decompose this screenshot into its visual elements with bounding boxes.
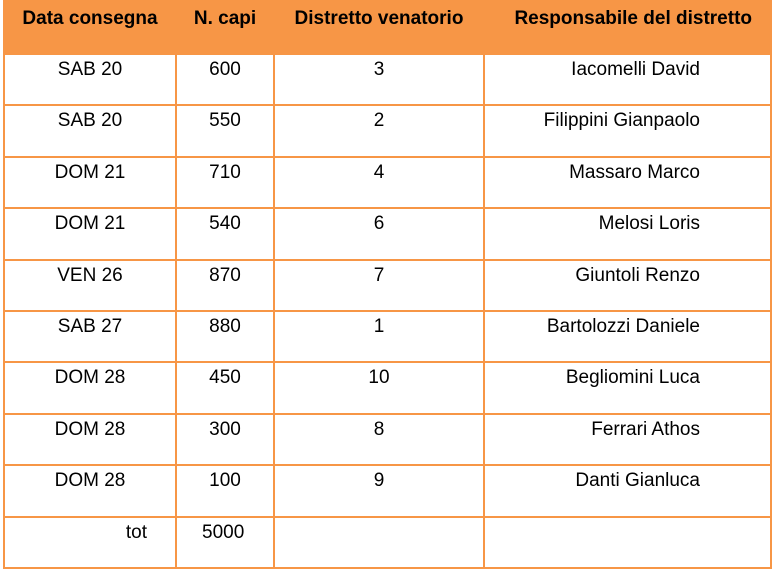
cell-district: 1 xyxy=(274,311,484,362)
cell-manager: Bartolozzi Daniele xyxy=(484,311,771,362)
table-row xyxy=(4,54,771,105)
header-distretto-venatorio: Distretto venatorio xyxy=(274,0,484,54)
cell-manager: Melosi Loris xyxy=(484,208,771,259)
cell-manager: Begliomini Luca xyxy=(484,362,771,413)
delivery-table xyxy=(3,0,772,569)
total-value: 5000 xyxy=(176,517,274,568)
total-row xyxy=(4,517,771,568)
cell-manager: Giuntoli Renzo xyxy=(484,260,771,311)
cell-capi: 450 xyxy=(176,362,274,413)
table-row xyxy=(4,362,771,413)
table-row xyxy=(4,465,771,516)
table-row xyxy=(4,105,771,156)
cell-date: SAB 20 xyxy=(4,105,176,156)
cell-date: VEN 26 xyxy=(4,260,176,311)
header-data-consegna: Data consegna xyxy=(4,0,176,54)
cell-district: 4 xyxy=(274,157,484,208)
header-n-capi: N. capi xyxy=(176,0,274,54)
header-row xyxy=(4,0,771,54)
cell-manager: Massaro Marco xyxy=(484,157,771,208)
cell-manager: Filippini Gianpaolo xyxy=(484,105,771,156)
cell-capi: 300 xyxy=(176,414,274,465)
cell-manager: Ferrari Athos xyxy=(484,414,771,465)
table-row xyxy=(4,311,771,362)
cell-district: 10 xyxy=(274,362,484,413)
cell-date: DOM 21 xyxy=(4,208,176,259)
table-row xyxy=(4,414,771,465)
cell-date: DOM 28 xyxy=(4,414,176,465)
cell-capi: 540 xyxy=(176,208,274,259)
table-row xyxy=(4,260,771,311)
cell-empty xyxy=(484,517,771,568)
table-row xyxy=(4,208,771,259)
cell-capi: 600 xyxy=(176,54,274,105)
cell-district: 3 xyxy=(274,54,484,105)
header-responsabile: Responsabile del distretto xyxy=(484,0,771,54)
table-row xyxy=(4,157,771,208)
cell-date: SAB 20 xyxy=(4,54,176,105)
cell-capi: 100 xyxy=(176,465,274,516)
cell-district: 9 xyxy=(274,465,484,516)
cell-date: DOM 21 xyxy=(4,157,176,208)
cell-date: SAB 27 xyxy=(4,311,176,362)
cell-date: DOM 28 xyxy=(4,465,176,516)
cell-capi: 710 xyxy=(176,157,274,208)
cell-district: 6 xyxy=(274,208,484,259)
cell-manager: Iacomelli David xyxy=(484,54,771,105)
cell-district: 2 xyxy=(274,105,484,156)
total-label: tot xyxy=(4,517,176,568)
cell-empty xyxy=(274,517,484,568)
cell-manager: Danti Gianluca xyxy=(484,465,771,516)
cell-capi: 880 xyxy=(176,311,274,362)
cell-capi: 550 xyxy=(176,105,274,156)
cell-district: 8 xyxy=(274,414,484,465)
cell-district: 7 xyxy=(274,260,484,311)
cell-capi: 870 xyxy=(176,260,274,311)
cell-date: DOM 28 xyxy=(4,362,176,413)
